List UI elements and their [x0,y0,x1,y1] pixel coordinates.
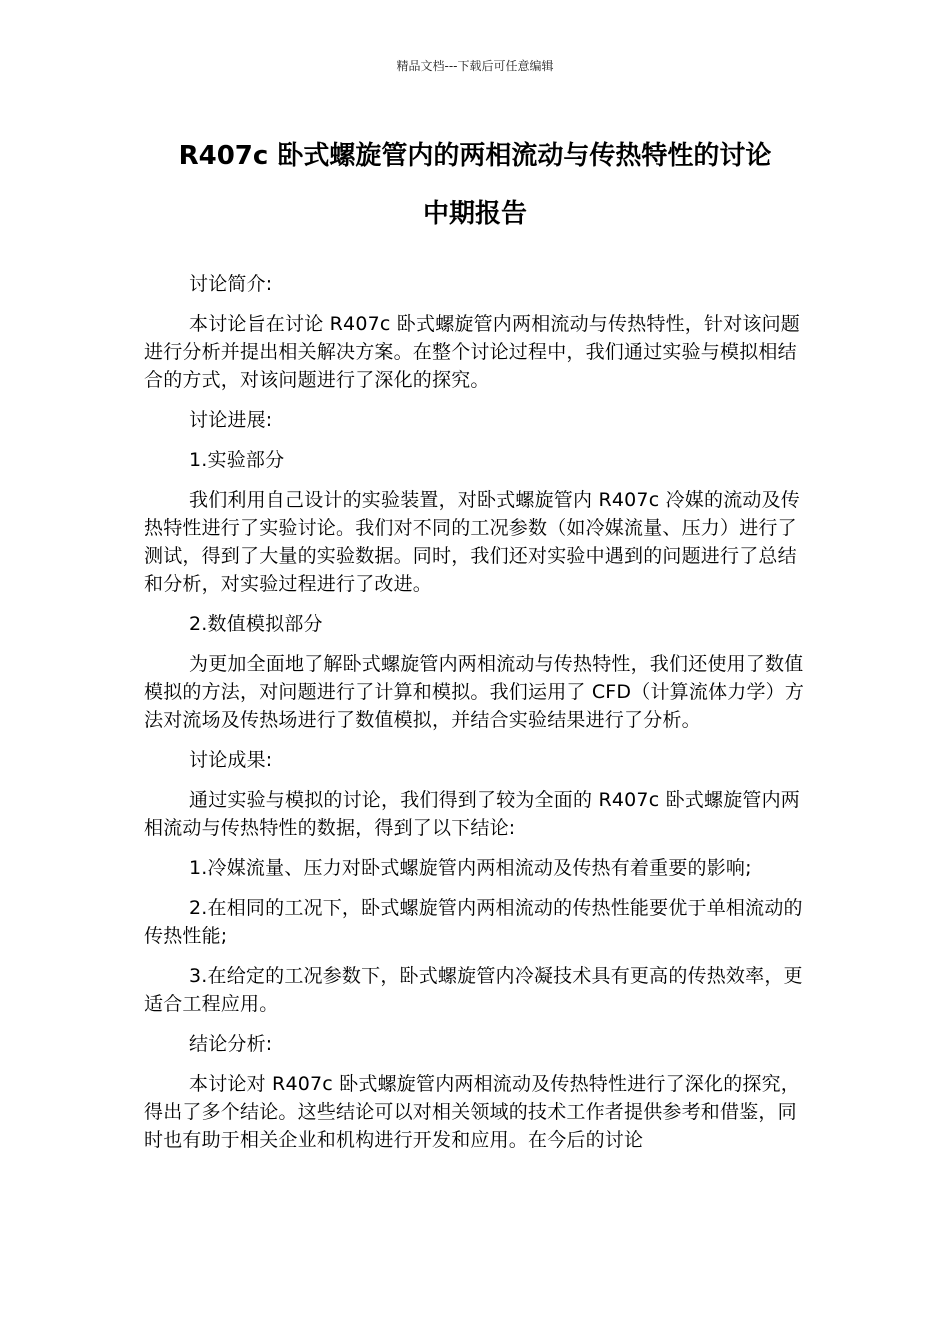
section-heading-analysis: 结论分析: [189,1033,273,1055]
document-body [144,270,809,1166]
paragraph-analysis: 本讨论对 R407c 卧式螺旋管内两相流动及传热特性进行了深化的探究，得出了多个结论。这些结论可以对相关领域的技术工作者提供参考和借鉴，同时也有助于相关企业和机构进行开发和应用。在今后的讨论 [144,1073,800,1151]
paragraph-results: 通过实验与模拟的讨论，我们得到了较为全面的 R407c 卧式螺旋管内两相流动与传热特性的数据，得到了以下结论: [144,789,800,839]
paragraph-simulation: 为更加全面地了解卧式螺旋管内两相流动与传热特性，我们还使用了数值模拟的方法，对问题进行了计算和模拟。我们运用了 CFD（计算流体力学）方法对流场及传热场进行了数值模拟，并结合实验结果进行了分析。 [144,653,805,731]
conclusion-item-3: 3.在给定的工况参数下，卧式螺旋管内冷凝技术具有更高的传热效率，更适合工程应用。 [144,965,803,1015]
section-heading-progress: 讨论进展: [189,409,273,431]
conclusion-item-2: 2.在相同的工况下，卧式螺旋管内两相流动的传热性能要优于单相流动的传热性能; [144,897,803,947]
paragraph-intro: 本讨论旨在讨论 R407c 卧式螺旋管内两相流动与传热特性，针对该问题进行分析并提出相关解决方案。在整个讨论过程中，我们通过实验与模拟相结合的方式，对该问题进行了深化的探究。 [144,313,800,391]
page-header: 精品文档---下载后可任意编辑 [396,59,554,73]
document-subtitle: 中期报告 [422,199,527,229]
document-title: R407c 卧式螺旋管内的两相流动与传热特性的讨论 [178,141,772,171]
section-heading-intro: 讨论简介: [189,273,273,295]
conclusion-item-1: 1.冷媒流量、压力对卧式螺旋管内两相流动及传热有着重要的影响; [189,857,752,879]
paragraph-experiment: 我们利用自己设计的实验装置，对卧式螺旋管内 R407c 冷媒的流动及传热特性进行了实验讨论。我们对不同的工况参数（如冷媒流量、压力）进行了测试，得到了大量的实验数据。同时，我们还对实验中遇到的问题进行了总结和分析，对实验过程进行了改进。 [144,489,800,595]
subsection-heading-simulation: 2.数值模拟部分 [189,613,323,635]
subsection-heading-experiment: 1.实验部分 [189,449,285,471]
section-heading-results: 讨论成果: [189,749,273,771]
